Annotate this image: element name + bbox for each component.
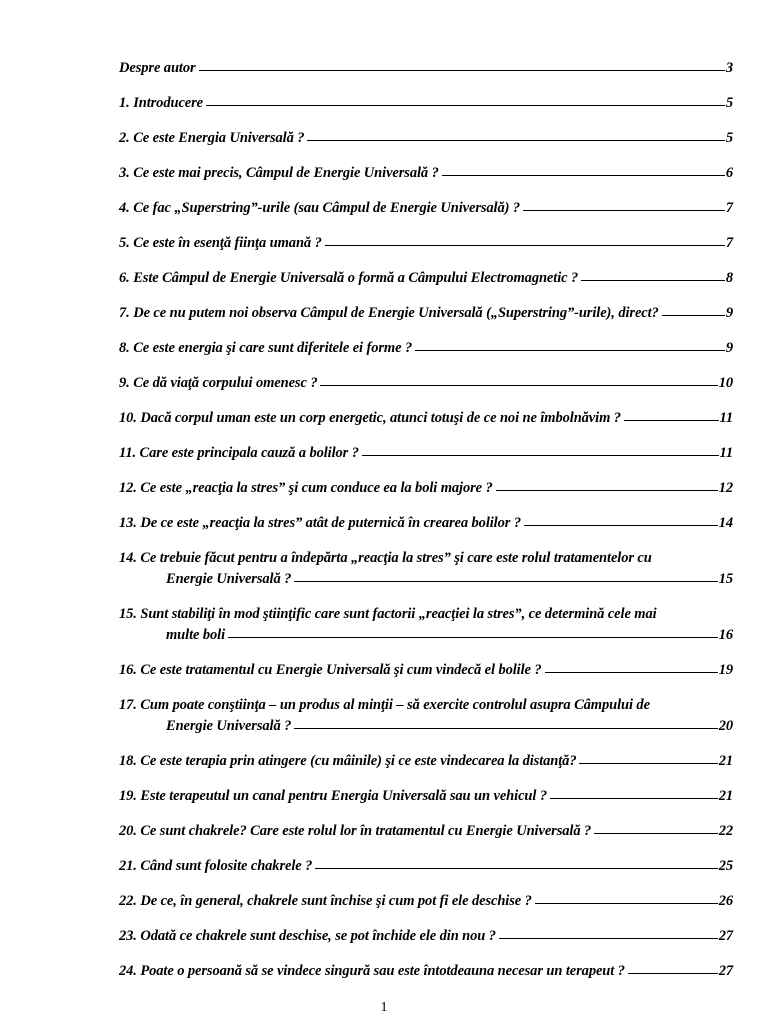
toc-entry-page: 5: [725, 95, 733, 111]
toc-leader-line: [523, 209, 725, 211]
toc-entry-title: 18. Ce este terapia prin atingere (cu mâinile) şi ce este vindecarea la distanţă?: [119, 753, 577, 769]
toc-entry[interactable]: [119, 303, 733, 324]
toc-entry-title: 13. De ce este „reacţia la stres” atât de puternică în crearea bolilor ?: [119, 515, 521, 531]
toc-entry-page: 27: [718, 928, 733, 944]
toc-entry[interactable]: [119, 660, 733, 681]
toc-entry-title: multe boli: [166, 627, 226, 643]
toc-entry-page: 22: [718, 823, 733, 839]
toc-entry[interactable]: [119, 93, 733, 114]
toc-leader-line: [624, 419, 719, 421]
toc-entry[interactable]: [119, 856, 733, 877]
toc-entry-page: 3: [725, 60, 733, 76]
toc-entry-title: 2. Ce este Energia Universală ?: [119, 130, 305, 146]
toc-entry-title: 12. Ce este „reacţia la stres” şi cum conduce ea la boli majore ?: [119, 480, 493, 496]
toc-entry-page: 9: [725, 305, 733, 321]
toc-leader-line: [228, 636, 718, 638]
toc-entry-page: 11: [719, 445, 733, 461]
toc-entry-page: 11: [719, 410, 733, 426]
toc-entry-title: 3. Ce este mai precis, Câmpul de Energie Universală ?: [119, 165, 439, 181]
toc-entry[interactable]: [119, 443, 733, 464]
toc-entry[interactable]: [119, 58, 733, 79]
toc-entry[interactable]: [119, 926, 733, 947]
toc-entry-page: 6: [725, 165, 733, 181]
page-number: 1: [380, 1000, 388, 1015]
toc-entry[interactable]: [119, 338, 733, 359]
toc-entry[interactable]: [119, 891, 733, 912]
toc-entry-title: Energie Universală ?: [166, 718, 292, 734]
toc-leader-line: [320, 384, 717, 386]
toc-entry-title: Energie Universală ?: [166, 571, 292, 587]
toc-leader-line: [628, 972, 718, 974]
toc-entry-title-first-line: 15. Sunt stabiliţi în mod ştiinţific care sunt factorii „reacţiei la stres”, ce determină cele mai: [119, 606, 657, 622]
toc-leader-line: [550, 797, 718, 799]
toc-entry[interactable]: [119, 268, 733, 289]
toc-entry[interactable]: [119, 548, 733, 590]
toc-leader-line: [206, 104, 725, 106]
toc-leader-line: [545, 671, 718, 673]
toc-entry[interactable]: [119, 373, 733, 394]
toc-entry-title: 11. Care este principala cauză a bolilor ?: [119, 445, 359, 461]
toc-entry[interactable]: [119, 198, 733, 219]
toc-entry[interactable]: [119, 513, 733, 534]
toc-entry-title: 7. De ce nu putem noi observa Câmpul de Energie Universală („Superstring”-urile), direct?: [119, 305, 659, 321]
toc-entry-title-first-line: 17. Cum poate conştiinţa – un produs al minţii – să exercite controlul asupra Câmpului de: [119, 697, 650, 713]
toc-entry-page: 7: [725, 200, 733, 216]
toc-entry-title: 6. Este Câmpul de Energie Universală o formă a Câmpului Electromagnetic ?: [119, 270, 579, 286]
toc-leader-line: [499, 937, 718, 939]
toc-entry-title: 8. Ce este energia şi care sunt diferitele ei forme ?: [119, 340, 413, 356]
toc-leader-line: [199, 69, 725, 71]
toc-entry[interactable]: [119, 821, 733, 842]
toc-entry-title-first-line: 14. Ce trebuie făcut pentru a îndepărta „reacţia la stres” şi care este rolul tratamentelor cu: [119, 550, 652, 566]
toc-entry[interactable]: [119, 233, 733, 254]
toc-leader-line: [362, 454, 719, 456]
toc-leader-line: [442, 174, 725, 176]
toc-leader-line: [294, 727, 717, 729]
toc-entry[interactable]: [119, 478, 733, 499]
toc-entry-title: 4. Ce fac „Superstring”-urile (sau Câmpul de Energie Universală) ?: [119, 200, 521, 216]
toc-leader-line: [524, 524, 718, 526]
toc-entry-page: 14: [718, 515, 733, 531]
toc-leader-line: [535, 902, 718, 904]
toc-leader-line: [294, 580, 717, 582]
toc-entry-page: 15: [718, 571, 733, 587]
toc-entry-title: 16. Ce este tratamentul cu Energie Universală şi cum vindecă el bolile ?: [119, 662, 542, 678]
toc-entry-page: 27: [718, 963, 733, 979]
toc-entry[interactable]: [119, 786, 733, 807]
toc-entry-page: 21: [718, 788, 733, 804]
toc-leader-line: [662, 314, 725, 316]
toc-entry-page: 20: [718, 718, 733, 734]
table-of-contents: [119, 58, 733, 996]
toc-entry-page: 12: [718, 480, 733, 496]
toc-entry-title: 5. Ce este în esenţă fiinţa umană ?: [119, 235, 322, 251]
toc-entry-title: 21. Când sunt folosite chakrele ?: [119, 858, 313, 874]
toc-leader-line: [594, 832, 718, 834]
toc-leader-line: [325, 244, 725, 246]
toc-entry-title: 10. Dacă corpul uman este un corp energetic, atunci totuşi de ce noi ne îmbolnăvim ?: [119, 410, 621, 426]
toc-entry-page: 19: [718, 662, 733, 678]
toc-entry[interactable]: [119, 128, 733, 149]
toc-leader-line: [307, 139, 724, 141]
toc-leader-line: [315, 867, 717, 869]
toc-leader-line: [579, 762, 717, 764]
toc-entry-title: 20. Ce sunt chakrele? Care este rolul lor în tratamentul cu Energie Universală ?: [119, 823, 592, 839]
toc-entry-page: 10: [718, 375, 733, 391]
toc-entry-page: 5: [725, 130, 733, 146]
toc-entry-title: 19. Este terapeutul un canal pentru Energia Universală sau un vehicul ?: [119, 788, 547, 804]
toc-entry-title: 1. Introducere: [119, 95, 203, 111]
toc-entry-page: 16: [718, 627, 733, 643]
toc-leader-line: [415, 349, 725, 351]
toc-entry[interactable]: [119, 695, 733, 737]
toc-entry-page: 26: [718, 893, 733, 909]
toc-entry[interactable]: [119, 408, 733, 429]
toc-entry-title: 22. De ce, în general, chakrele sunt închise şi cum pot fi ele deschise ?: [119, 893, 532, 909]
toc-leader-line: [581, 279, 725, 281]
toc-entry[interactable]: [119, 751, 733, 772]
toc-entry[interactable]: [119, 604, 733, 646]
toc-entry-title: 23. Odată ce chakrele sunt deschise, se pot închide ele din nou ?: [119, 928, 496, 944]
toc-entry-page: 9: [725, 340, 733, 356]
toc-entry-page: 7: [725, 235, 733, 251]
toc-entry-title: 24. Poate o persoană să se vindece singură sau este întotdeauna necesar un terapeut ?: [119, 963, 625, 979]
toc-entry-page: 21: [718, 753, 733, 769]
toc-entry-title: Despre autor: [119, 60, 196, 76]
toc-entry-title: 9. Ce dă viaţă corpului omenesc ?: [119, 375, 318, 391]
toc-entry[interactable]: [119, 163, 733, 184]
toc-entry-page: 8: [725, 270, 733, 286]
toc-entry[interactable]: [119, 961, 733, 982]
toc-leader-line: [496, 489, 718, 491]
toc-entry-page: 25: [718, 858, 733, 874]
